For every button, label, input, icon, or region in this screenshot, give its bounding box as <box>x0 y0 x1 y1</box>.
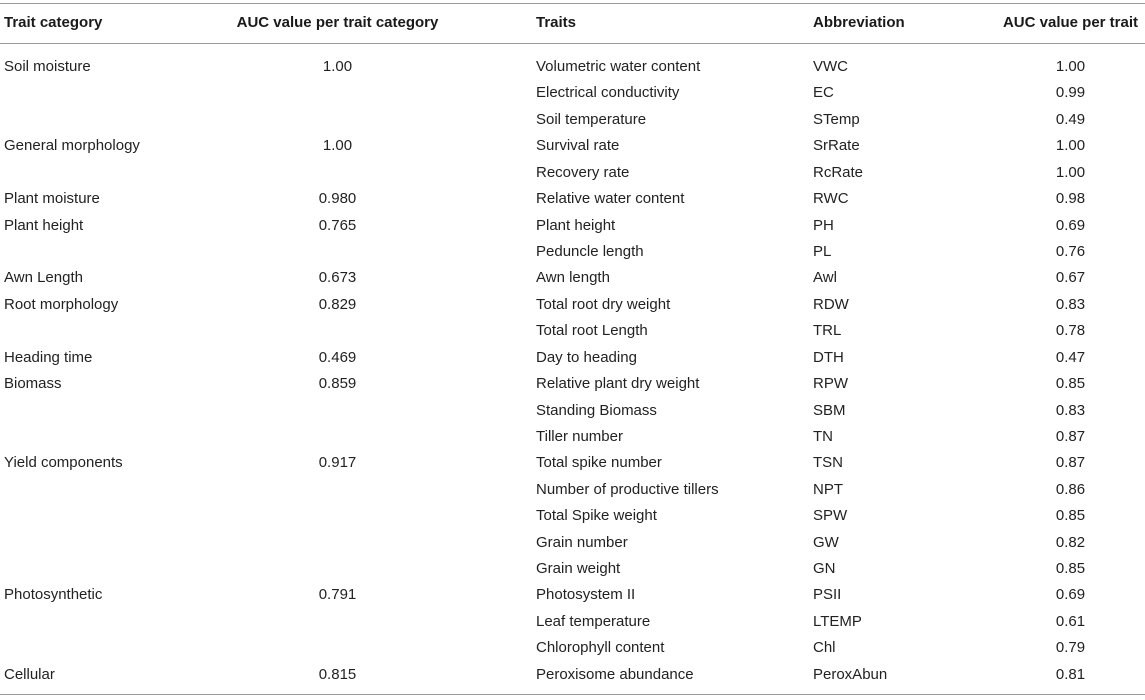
trait-abbreviation: PL <box>813 242 832 260</box>
trait-auc: 0.85 <box>1055 560 1086 577</box>
trait-abbreviation: PH <box>813 216 834 234</box>
trait-name: Total root Length <box>536 322 648 340</box>
trait-name: Chlorophyll content <box>536 639 665 657</box>
category-auc: 0.791 <box>318 586 357 604</box>
trait-abbreviation: GN <box>813 560 836 577</box>
trait-name: Tiller number <box>536 427 623 445</box>
trait-abbreviation: VWC <box>813 58 848 75</box>
category-auc: 0.980 <box>318 190 357 208</box>
category-name: Soil moisture <box>4 58 91 75</box>
trait-abbreviation: Chl <box>813 639 836 657</box>
category-auc: 1.00 <box>322 58 353 75</box>
trait-auc: 0.98 <box>1055 190 1086 208</box>
trait-name: Grain number <box>536 533 628 551</box>
trait-abbreviation: RcRate <box>813 163 864 181</box>
trait-name: Volumetric water content <box>536 58 701 75</box>
category-name: Biomass <box>4 375 62 392</box>
trait-abbreviation: Awl <box>813 269 837 287</box>
category-name: Photosynthetic <box>4 586 103 604</box>
trait-auc: 0.47 <box>1055 348 1086 366</box>
trait-abbreviation: RPW <box>813 375 848 392</box>
trait-auc: 0.49 <box>1055 110 1086 128</box>
trait-abbreviation: RDW <box>813 295 849 313</box>
trait-auc: 0.67 <box>1055 269 1086 287</box>
category-auc: 1.00 <box>322 137 353 155</box>
trait-auc: 0.87 <box>1055 454 1086 472</box>
trait-auc: 0.69 <box>1055 216 1086 234</box>
trait-abbreviation: EC <box>813 84 834 102</box>
category-name: Plant height <box>4 216 84 234</box>
trait-name: Plant height <box>536 216 616 234</box>
trait-auc: 0.81 <box>1055 665 1086 683</box>
trait-abbreviation: DTH <box>813 348 844 366</box>
trait-abbreviation: GW <box>813 533 839 551</box>
trait-name: Peroxisome abundance <box>536 665 694 683</box>
trait-name: Total spike number <box>536 454 662 472</box>
trait-auc: 0.83 <box>1055 295 1086 313</box>
trait-auc: 0.85 <box>1055 507 1086 525</box>
trait-abbreviation: SBM <box>813 401 846 419</box>
trait-auc: 0.79 <box>1055 639 1086 657</box>
trait-name: Peduncle length <box>536 242 644 260</box>
trait-abbreviation: NPT <box>813 480 843 498</box>
trait-auc: 0.69 <box>1055 586 1086 604</box>
trait-abbreviation: SrRate <box>813 137 860 155</box>
trait-name: Grain weight <box>536 560 621 577</box>
trait-name: Relative water content <box>536 190 685 208</box>
trait-abbreviation: STemp <box>813 110 860 128</box>
header-auc-trait: AUC value per trait <box>1002 14 1139 31</box>
category-auc: 0.859 <box>318 375 357 392</box>
trait-auc: 1.00 <box>1055 163 1086 181</box>
category-name: Root morphology <box>4 295 119 313</box>
category-auc: 0.469 <box>318 348 357 366</box>
trait-auc: 0.86 <box>1055 480 1086 498</box>
trait-name: Standing Biomass <box>536 401 657 419</box>
trait-name: Total Spike weight <box>536 507 657 525</box>
trait-auc: 0.61 <box>1055 612 1086 630</box>
trait-name: Photosystem II <box>536 586 636 604</box>
trait-abbreviation: TRL <box>813 322 842 340</box>
category-auc: 0.917 <box>318 454 357 472</box>
trait-auc: 0.78 <box>1055 322 1086 340</box>
trait-abbreviation: TN <box>813 427 833 445</box>
trait-abbreviation: TSN <box>813 454 843 472</box>
trait-abbreviation: RWC <box>813 190 849 208</box>
category-name: Plant moisture <box>4 190 100 208</box>
header-rule <box>0 43 1145 44</box>
category-auc: 0.815 <box>318 665 357 683</box>
category-name: Heading time <box>4 348 93 366</box>
header-trait-category: Trait category <box>4 14 103 31</box>
trait-auc: 0.99 <box>1055 84 1086 102</box>
trait-name: Electrical conductivity <box>536 84 680 102</box>
trait-name: Leaf temperature <box>536 612 651 630</box>
trait-auc: 1.00 <box>1055 137 1086 155</box>
category-name: Awn Length <box>4 269 83 287</box>
trait-auc: 0.76 <box>1055 242 1086 260</box>
trait-name: Number of productive tillers <box>536 480 719 498</box>
trait-name: Recovery rate <box>536 163 630 181</box>
bottom-rule <box>0 694 1145 695</box>
trait-auc: 0.85 <box>1055 375 1086 392</box>
category-name: Yield components <box>4 454 123 472</box>
trait-abbreviation: PSII <box>813 586 842 604</box>
trait-abbreviation: LTEMP <box>813 612 862 630</box>
trait-name: Survival rate <box>536 137 620 155</box>
trait-abbreviation: SPW <box>813 507 848 525</box>
trait-name: Soil temperature <box>536 110 647 128</box>
header-traits: Traits <box>536 14 577 31</box>
trait-name: Total root dry weight <box>536 295 671 313</box>
trait-auc: 0.83 <box>1055 401 1086 419</box>
trait-auc: 0.82 <box>1055 533 1086 551</box>
category-auc: 0.829 <box>318 295 357 313</box>
header-abbreviation: Abbreviation <box>813 14 905 31</box>
category-auc: 0.765 <box>318 216 357 234</box>
category-auc: 0.673 <box>318 269 357 287</box>
category-name: Cellular <box>4 665 55 683</box>
trait-name: Relative plant dry weight <box>536 375 700 392</box>
trait-auc: 0.87 <box>1055 427 1086 445</box>
trait-auc: 1.00 <box>1055 58 1086 75</box>
top-rule <box>0 3 1145 4</box>
header-auc-category: AUC value per trait category <box>236 14 439 31</box>
trait-name: Day to heading <box>536 348 637 366</box>
trait-name: Awn length <box>536 269 610 287</box>
trait-abbreviation: PeroxAbun <box>813 665 888 683</box>
category-name: General morphology <box>4 137 140 155</box>
